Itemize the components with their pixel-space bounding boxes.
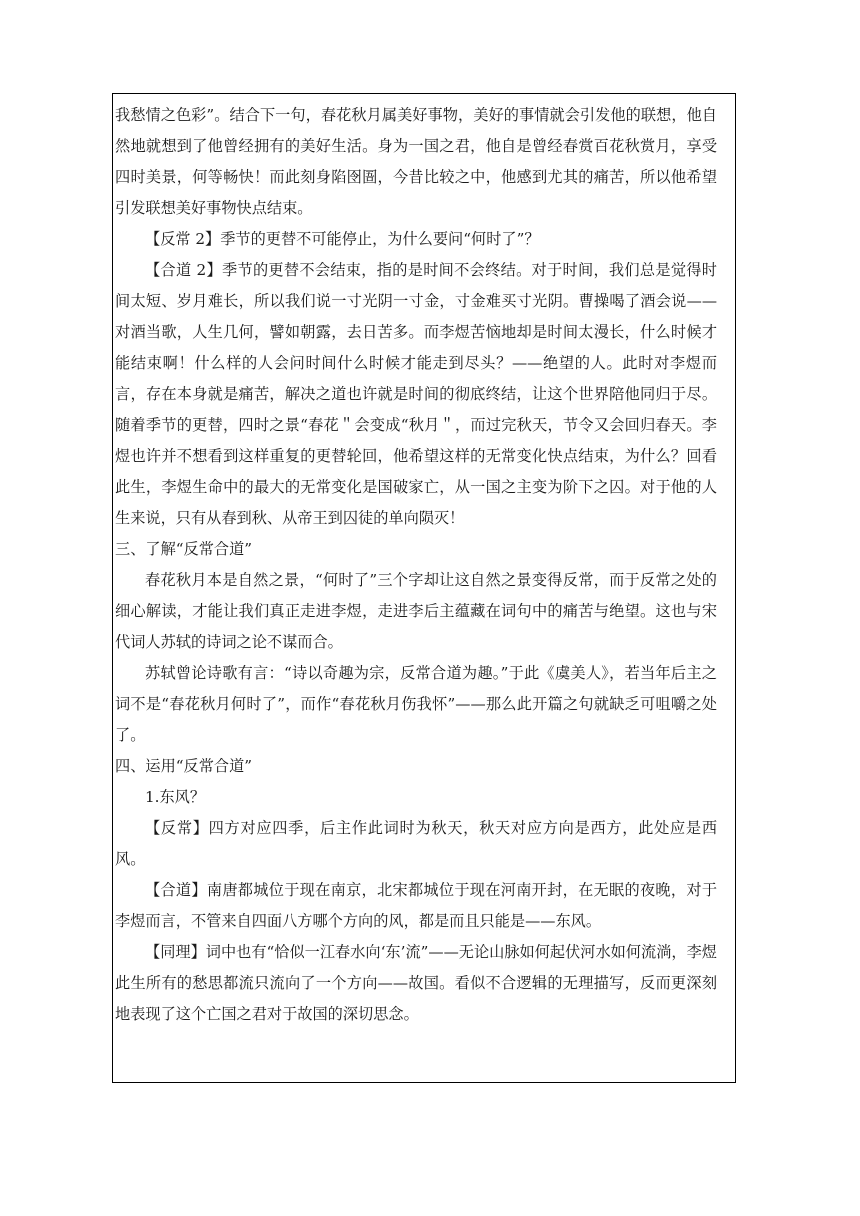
paragraph-section-3-a: 春花秋月本是自然之景，“何时了”三个字却让这自然之景变得反常，而于反常之处的细心解读，才能让我们真正走进李煜，走进李后主蕴藏在词句中的痛苦与绝望。这也与宋代词人苏轼的诗词之论不谋而合。	[115, 571, 717, 651]
paragraph-continued: 我愁情之色彩”。结合下一句，春花秋月属美好事物，美好的事情就会引发他的联想，他自然地就想到了他曾经拥有的美好生活。身为一国之君，他自是曾经春赏百花秋赏月，享受四时美景，何等畅快！而此刻身陷囹圄，今昔比较之中，他感到尤其的痛苦，所以他希望引发联想美好事物快点结束。	[115, 106, 717, 217]
paragraph-similar: 【同理】词中也有“恰似一江春水向‘东’流”——无论山脉如何起伏河水如何流淌，李煜此生所有的愁思都流只流向了一个方向——故国。看似不合逻辑的无理描写，反而更深刻地表现了这个亡国之君对于故国的深切思念。	[115, 943, 717, 1023]
section-heading-3: 三、了解“反常合道”	[115, 540, 253, 558]
document-body	[115, 100, 717, 1030]
paragraph-anomaly: 【反常】四方对应四季，后主作此词时为秋天，秋天对应方向是西方，此处应是西风。	[115, 819, 717, 868]
paragraph-section-3-b: 苏轼曾论诗歌有言：“诗以奇趣为宗，反常合道为趣。”于此《虞美人》，若当年后主之词不是“春花秋月何时了”，而作“春花秋月伤我怀”——那么此开篇之句就缺乏可咀嚼之处了。	[115, 664, 717, 744]
section-heading-4: 四、运用“反常合道”	[115, 757, 253, 775]
subheading-east-wind: 1.东风？	[145, 788, 206, 806]
paragraph-reason-2: 【合道 2】季节的更替不会结束，指的是时间不会终结。对于时间，我们总是觉得时间太短、岁月难长，所以我们说一寸光阴一寸金，寸金难买寸光阴。曹操喝了酒会说——对酒当歌，人生几何，譬如朝露，去日苦多。而李煜苦恼地却是时间太漫长，什么时候才能结束啊！什么样的人会问时间什么时候才能走到尽头？——绝望的人。此时对李煜而言，存在本身就是痛苦，解决之道也许就是时间的彻底终结，让这个世界陪他同归于尽。 随着季节的更替，四时之景“春花＂会变成“秋月＂，而过完秋天，节令又会回归春天。李煜也许并不想看到这样重复的更替轮回，他希望这样的无常变化快点结束，为什么？回看此生，李煜生命中的最大的无常变化是国破家亡，从一国之主变为阶下之囚。对于他的人生来说，只有从春到秋、从帝王到囚徒的单向陨灭！	[115, 261, 717, 527]
paragraph-anomaly-2: 【反常 2】季节的更替不可能停止，为什么要问“何时了”？	[145, 230, 540, 248]
paragraph-reason: 【合道】南唐都城位于现在南京，北宋都城位于现在河南开封，在无眠的夜晚，对于李煜而言，不管来自四面八方哪个方向的风，都是而且只能是——东风。	[115, 881, 717, 930]
